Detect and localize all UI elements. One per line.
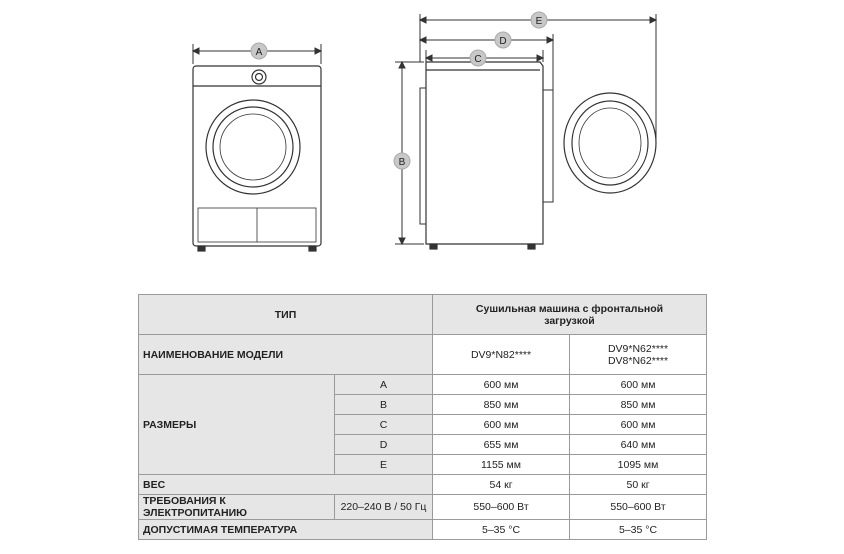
front-view <box>193 66 321 251</box>
weight-model-2: 50 кг <box>570 475 707 495</box>
size-d-model-1: 655 мм <box>433 435 570 455</box>
table-row <box>139 295 707 335</box>
size-b-model-2: 850 мм <box>570 395 707 415</box>
type-value <box>433 295 707 335</box>
size-key-d: D <box>335 435 433 455</box>
weight-model-1: 54 кг <box>433 475 570 495</box>
temp-model-1: 5–35 °C <box>433 520 570 540</box>
sizes-label: РАЗМЕРЫ <box>139 375 335 475</box>
model-2-line1: DV9*N62**** <box>607 342 669 355</box>
type-label: ТИП <box>139 295 433 335</box>
dim-label-d: D <box>499 36 507 47</box>
temp-label: ДОПУСТИМАЯ ТЕМПЕРАТУРА <box>139 520 433 540</box>
size-d-model-2: 640 мм <box>570 435 707 455</box>
type-value-line2: загрузкой <box>544 314 595 327</box>
size-key-b: B <box>335 395 433 415</box>
model-2 <box>570 335 707 375</box>
size-c-model-2: 600 мм <box>570 415 707 435</box>
size-key-c: C <box>335 415 433 435</box>
dim-label-c: C <box>474 54 482 65</box>
size-e-model-1: 1155 мм <box>433 455 570 475</box>
side-view <box>420 62 656 249</box>
power-voltage: 220–240 В / 50 Гц <box>335 495 433 520</box>
size-a-model-1: 600 мм <box>433 375 570 395</box>
size-a-model-2: 600 мм <box>570 375 707 395</box>
dim-label-a: A <box>255 47 263 58</box>
temp-model-2: 5–35 °C <box>570 520 707 540</box>
weight-label: ВЕС <box>139 475 433 495</box>
power-label: ТРЕБОВАНИЯ К ЭЛЕКТРОПИТАНИЮ <box>139 495 335 520</box>
dim-label-b: B <box>398 157 406 168</box>
table-row <box>139 475 707 495</box>
dim-label-e: E <box>535 16 543 27</box>
size-key-a: A <box>335 375 433 395</box>
power-model-2: 550–600 Вт <box>570 495 707 520</box>
size-b-model-1: 850 мм <box>433 395 570 415</box>
type-value-line1: Сушильная машина с фронтальной <box>475 302 664 315</box>
table-row <box>139 520 707 540</box>
size-c-model-1: 600 мм <box>433 415 570 435</box>
model-1: DV9*N82**** <box>433 335 570 375</box>
specifications-table <box>138 294 707 540</box>
table-row <box>139 495 707 520</box>
power-model-1: 550–600 Вт <box>433 495 570 520</box>
size-e-model-2: 1095 мм <box>570 455 707 475</box>
model-2-line2: DV8*N62**** <box>607 354 669 367</box>
table-row <box>139 375 707 395</box>
table-row <box>139 335 707 375</box>
model-label: НАИМЕНОВАНИЕ МОДЕЛИ <box>139 335 433 375</box>
size-key-e: E <box>335 455 433 475</box>
